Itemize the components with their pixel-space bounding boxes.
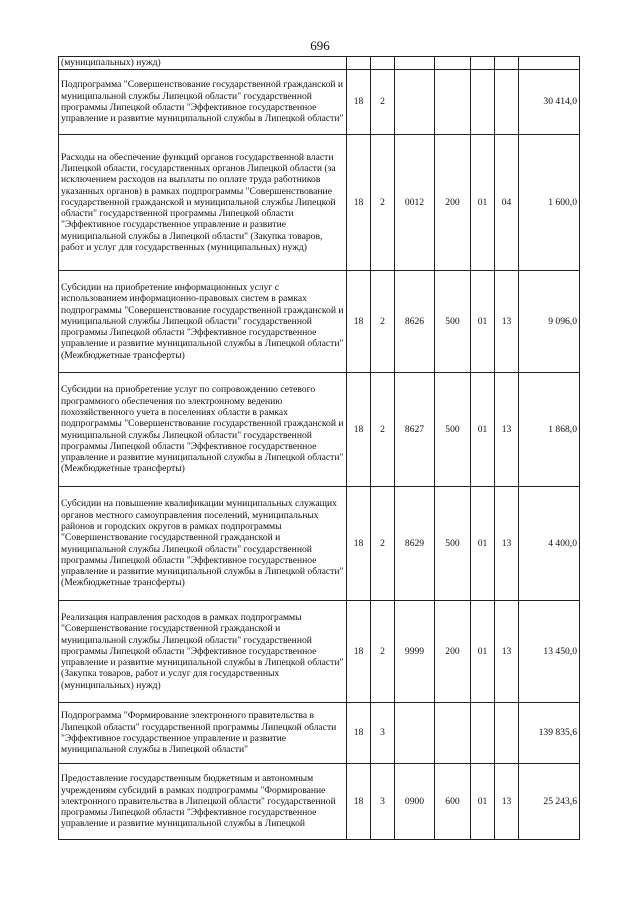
cell-podrazdel-2: 13 <box>495 601 519 703</box>
cell-ved: 18 <box>347 703 371 764</box>
table-row <box>59 57 580 70</box>
cell-tselevaya-statya: 0900 <box>395 764 435 840</box>
table-row <box>59 764 580 840</box>
cell-sum: 1 868,0 <box>519 373 580 487</box>
cell-vid-raskhodov <box>435 57 471 70</box>
cell-ved: 18 <box>347 373 371 487</box>
cell-razdel: 2 <box>371 271 395 373</box>
cell-sum: 139 835,6 <box>519 703 580 764</box>
row-description: Субсидии на приобретение информационных услуг с использованием информационно-правовых систем в рамках подпрограммы "Совершенствование государственной гражданской и муниципальной службы Липецкой области" государственной программы Липецкой области "Эффективное государственное управление и развитие муниципальной службы в Липецкой области" (Межбюджетные трансферты) <box>59 271 347 373</box>
row-description: Субсидии на приобретение услуг по сопровождению сетевого программного обеспечения по электронному ведению похозяйственного учета в поселениях области в рамках подпрограммы "Совершенствование государственной гражданской и муниципальной службы Липецкой области" государственной программы Липецкой области "Эффективное государственное управление и развитие муниципальной службы в Липецкой области" (Межбюджетные трансферты) <box>59 373 347 487</box>
cell-tselevaya-statya: 8627 <box>395 373 435 487</box>
cell-sum: 25 243,6 <box>519 764 580 840</box>
row-description: Подпрограмма "Совершенствование государственной гражданской и муниципальной службы Липецкой области" государственной программы Липецкой области "Эффективное государственное управление и развитие муниципальной службы в Липецкой области" <box>59 70 347 135</box>
cell-ved: 18 <box>347 135 371 271</box>
cell-razdel: 2 <box>371 70 395 135</box>
cell-sum: 30 414,0 <box>519 70 580 135</box>
cell-vid-raskhodov: 200 <box>435 601 471 703</box>
table-row <box>59 70 580 135</box>
cell-razdel: 3 <box>371 764 395 840</box>
cell-sum: 4 400,0 <box>519 487 580 601</box>
cell-tselevaya-statya: 8626 <box>395 271 435 373</box>
cell-tselevaya-statya <box>395 703 435 764</box>
cell-podrazdel-2: 13 <box>495 271 519 373</box>
cell-ved <box>347 57 371 70</box>
cell-tselevaya-statya: 8629 <box>395 487 435 601</box>
cell-podrazdel-1: 01 <box>471 601 495 703</box>
cell-podrazdel-1: 01 <box>471 487 495 601</box>
cell-podrazdel-2: 04 <box>495 135 519 271</box>
cell-tselevaya-statya <box>395 70 435 135</box>
table-row <box>59 703 580 764</box>
cell-podrazdel-2 <box>495 70 519 135</box>
cell-sum: 9 096,0 <box>519 271 580 373</box>
cell-razdel: 2 <box>371 601 395 703</box>
budget-table <box>58 56 580 840</box>
cell-razdel: 2 <box>371 487 395 601</box>
cell-ved: 18 <box>347 601 371 703</box>
cell-vid-raskhodov: 500 <box>435 487 471 601</box>
cell-podrazdel-1: 01 <box>471 135 495 271</box>
cell-ved: 18 <box>347 271 371 373</box>
cell-ved: 18 <box>347 487 371 601</box>
table-row <box>59 271 580 373</box>
cell-vid-raskhodov: 500 <box>435 373 471 487</box>
cell-razdel <box>371 57 395 70</box>
cell-podrazdel-2: 13 <box>495 764 519 840</box>
cell-podrazdel-1: 01 <box>471 764 495 840</box>
table-row <box>59 373 580 487</box>
cell-sum: 1 600,0 <box>519 135 580 271</box>
table-row <box>59 135 580 271</box>
cell-podrazdel-2: 13 <box>495 487 519 601</box>
cell-podrazdel-2 <box>495 703 519 764</box>
cell-podrazdel-1: 01 <box>471 373 495 487</box>
cell-vid-raskhodov <box>435 70 471 135</box>
row-description: Расходы на обеспечение функций органов государственной власти Липецкой области, государственных органов Липецкой области (за исключением расходов на выплаты по оплате труда работников указанных органов) в рамках подпрограммы "Совершенствование государственной гражданской и муниципальной службы Липецкой области" государственной программы Липецкой области "Эффективное государственное управление и развитие муниципальной службы в Липецкой области" (Закупка товаров, работ и услуг для государственных (муниципальных) нужд) <box>59 135 347 271</box>
cell-sum: 13 450,0 <box>519 601 580 703</box>
row-description: Подпрограмма "Формирование электронного правительства в Липецкой области" государственной программы Липецкой области "Эффективное государственное управление и развитие муниципальной службы в Липецкой области" <box>59 703 347 764</box>
cell-podrazdel-2 <box>495 57 519 70</box>
cell-tselevaya-statya: 9999 <box>395 601 435 703</box>
cell-ved: 18 <box>347 764 371 840</box>
cell-razdel: 3 <box>371 703 395 764</box>
table-row <box>59 487 580 601</box>
cell-razdel: 2 <box>371 135 395 271</box>
cell-tselevaya-statya <box>395 57 435 70</box>
cell-podrazdel-1 <box>471 70 495 135</box>
table-row <box>59 601 580 703</box>
cell-podrazdel-1 <box>471 57 495 70</box>
row-description: Предоставление государственным бюджетным и автономным учреждениям субсидий в рамках подпрограммы "Формирование электронного правительства в Липецкой области" государственной программы Липецкой области "Эффективное государственное управление и развитие муниципальной службы в Липецкой <box>59 764 347 840</box>
cell-podrazdel-1: 01 <box>471 271 495 373</box>
cell-tselevaya-statya: 0012 <box>395 135 435 271</box>
cell-podrazdel-1 <box>471 703 495 764</box>
cell-razdel: 2 <box>371 373 395 487</box>
cell-vid-raskhodov: 600 <box>435 764 471 840</box>
row-description: Реализация направления расходов в рамках подпрограммы "Совершенствование государственной гражданской и муниципальной службы Липецкой области" государственной программы Липецкой области "Эффективное государственное управление и развитие муниципальной службы в Липецкой области" (Закупка товаров, работ и услуг для государственных (муниципальных) нужд) <box>59 601 347 703</box>
cell-ved: 18 <box>347 70 371 135</box>
page-number: 696 <box>310 38 330 53</box>
row-description: Субсидии на повышение квалификации муниципальных служащих органов местного самоуправления поселений, муниципальных районов и городских округов в рамках подпрограммы "Совершенствование государственной гражданской и муниципальной службы Липецкой области" государственной программы Липецкой области "Эффективное государственное управление и развитие муниципальной службы в Липецкой области" (Межбюджетные трансферты) <box>59 487 347 601</box>
row-description: (муниципальных) нужд) <box>59 57 347 70</box>
cell-sum <box>519 57 580 70</box>
cell-vid-raskhodov: 200 <box>435 135 471 271</box>
cell-podrazdel-2: 13 <box>495 373 519 487</box>
cell-vid-raskhodov <box>435 703 471 764</box>
cell-vid-raskhodov: 500 <box>435 271 471 373</box>
